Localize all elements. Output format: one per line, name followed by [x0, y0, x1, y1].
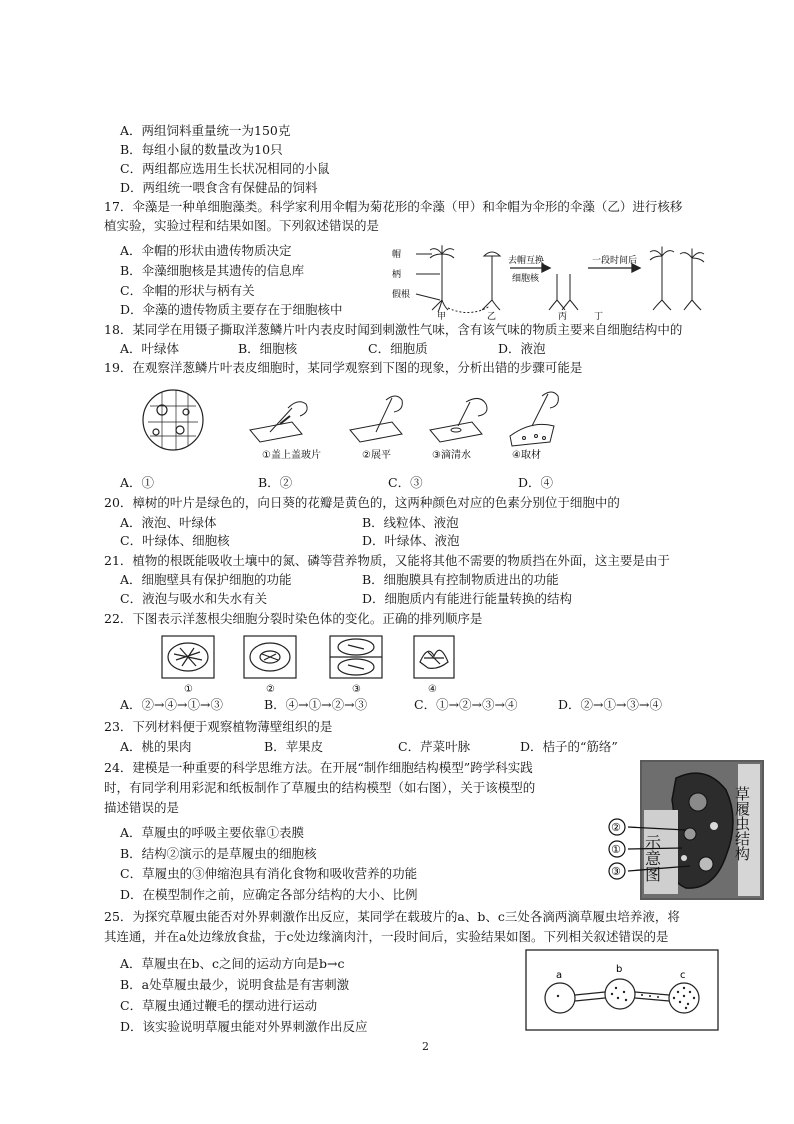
- q25-fig-label-b: b: [616, 964, 623, 975]
- q24-sign-title: 草履虫结构: [733, 786, 751, 861]
- q24-option-a: A．草履虫的呼吸主要依靠①表膜: [120, 825, 305, 840]
- q22-fig-label-4: ④: [428, 684, 437, 695]
- q16-option-a: A．两组饲料重量统一为150克: [120, 123, 291, 138]
- q24-marker-2: ②: [611, 821, 621, 834]
- q25-option-c: C．草履虫通过鞭毛的摆动进行运动: [120, 998, 318, 1013]
- q17-label-stalk: 柄: [392, 270, 402, 280]
- q25-option-b: B．a处草履虫最少，说明食盐是有害刺激: [120, 977, 350, 992]
- q22-fig-label-2: ②: [266, 684, 275, 695]
- q22-fig-label-1: ①: [184, 684, 193, 695]
- q24-marker-3: ③: [611, 865, 621, 878]
- q19-fig-label-1: ①盖上盖玻片: [262, 450, 321, 461]
- q24-figure-paramecium-model: [606, 760, 764, 900]
- q23-stem: 23．下列材料便于观察植物薄壁组织的是: [104, 719, 333, 734]
- q16-option-d: D．两组统一喂食含有保健品的饲料: [120, 180, 318, 195]
- q17-option-d: D．伞藻的遗传物质主要存在于细胞核中: [120, 302, 343, 317]
- q17-stem-line2: 植实验，实验过程和结果如图。下列叙述错误的是: [104, 218, 380, 233]
- q24-stem-line1: 24．建模是一种重要的科学思维方法。在开展“制作细胞结构模型”跨学科实践: [104, 760, 533, 775]
- q17-label-yi: 乙: [487, 312, 497, 320]
- q19-option-d: D．④: [518, 475, 554, 490]
- q20-option-a: A．液泡、叶绿体: [120, 515, 217, 530]
- q24-marker-1: ①: [611, 843, 621, 856]
- q18-option-b: B．细胞核: [238, 341, 298, 356]
- q19-figure-slide-steps: [140, 386, 560, 466]
- q22-option-d: D．②→①→③→④: [558, 697, 662, 712]
- q24-option-b: B．结构②演示的是草履虫的细胞核: [120, 846, 317, 861]
- q21-option-c: C．液泡与吸水和失水有关: [120, 591, 268, 606]
- q19-option-a: A．①: [120, 475, 155, 490]
- q25-stem-line1: 25．为探究草履虫能否对外界刺激作出反应，某同学在载玻片的a、b、c三处各滴两滴草履虫培养液，将: [104, 909, 680, 924]
- q17-arrow-label-top: 去帽互换: [508, 256, 545, 266]
- q16-option-c: C．两组都应选用生长状况相同的小鼠: [120, 161, 330, 176]
- q17-label-bing: 丙: [558, 312, 568, 320]
- q21-stem: 21．植物的根既能吸收土壤中的氮、磷等营养物质，又能将其他不需要的物质挡在外面，这主要是由于: [104, 553, 670, 568]
- q22-fig-label-3: ③: [352, 684, 361, 695]
- q17-arrow2-label: 一段时间后: [592, 256, 638, 266]
- q23-option-d: D．桔子的“筋络”: [520, 739, 618, 754]
- q24-stem-line2: 时，有同学利用彩泥和纸板制作了草履虫的结构模型（如右图），关于该模型的: [104, 780, 536, 795]
- q17-figure-umbrella-algae: [392, 244, 722, 320]
- q22-figure-cell-division: [158, 632, 458, 696]
- q24-stem-line3: 描述错误的是: [104, 800, 180, 815]
- q17-label-ding: 丁: [594, 312, 604, 320]
- q17-stem-line1: 17．伞藻是一种单细胞藻类。科学家利用伞帽为菊花形的伞藻（甲）和伞帽为伞形的伞藻（乙）进行核移: [104, 199, 683, 214]
- q17-label-jia: 甲: [437, 312, 447, 320]
- q21-option-d: D．细胞质内有能进行能量转换的结构: [362, 591, 573, 606]
- q20-option-d: D．叶绿体、液泡: [362, 533, 460, 548]
- q17-label-rhizoid: 假根: [392, 290, 411, 300]
- q24-sign-subtitle: 示意图: [642, 834, 662, 882]
- q20-option-c: C．叶绿体、细胞核: [120, 533, 230, 548]
- q22-option-b: B．④→①→②→③: [264, 697, 368, 712]
- q21-option-a: A．细胞壁具有保护细胞的功能: [120, 572, 292, 587]
- q23-option-a: A．桃的果肉: [120, 739, 192, 754]
- q19-fig-label-3: ③滴清水: [432, 450, 471, 461]
- q17-option-c: C．伞帽的形状与柄有关: [120, 283, 255, 298]
- q25-option-a: A．草履虫在b、c之间的运动方向是b→c: [120, 956, 345, 971]
- page-number: 2: [422, 1040, 429, 1053]
- q25-fig-label-a: a: [556, 970, 563, 981]
- q20-option-b: B．线粒体、液泡: [362, 515, 459, 530]
- q23-option-b: B．苹果皮: [264, 739, 324, 754]
- q19-stem: 19．在观察洋葱鳞片叶表皮细胞时，某同学观察到下图的现象，分析出错的步骤可能是: [104, 360, 583, 375]
- q23-option-c: C．芹菜叶脉: [398, 739, 471, 754]
- q19-option-b: B．②: [258, 475, 293, 490]
- q25-fig-label-c: c: [680, 970, 686, 981]
- q17-option-a: A．伞帽的形状由遗传物质决定: [120, 243, 292, 258]
- q24-option-c: C．草履虫的③伸缩泡具有消化食物和吸收营养的功能: [120, 866, 418, 881]
- q17-label-cap: 帽: [392, 250, 402, 260]
- q16-option-b: B．每组小鼠的数量改为10只: [120, 142, 283, 157]
- q18-option-c: C．细胞质: [368, 341, 428, 356]
- q20-stem: 20．樟树的叶片是绿色的，向日葵的花瓣是黄色的，这两种颜色对应的色素分别位于细胞中的: [104, 495, 620, 510]
- q17-arrow-label-bottom: 细胞核: [512, 274, 540, 284]
- q22-option-c: C．①→②→③→④: [414, 697, 518, 712]
- q25-option-d: D．该实验说明草履虫能对外界刺激作出反应: [120, 1019, 368, 1034]
- q18-option-d: D．液泡: [498, 341, 546, 356]
- q19-fig-label-4: ④取材: [512, 450, 541, 461]
- q18-stem: 18．某同学在用镊子撕取洋葱鳞片叶内表皮时闻到刺激性气味，含有该气味的物质主要来自细胞结构中的: [104, 322, 683, 337]
- q25-figure-slide-drops: [524, 948, 720, 1032]
- q22-option-a: A．②→④→①→③: [120, 697, 223, 712]
- q19-option-c: C．③: [388, 475, 423, 490]
- q25-stem-line2: 其连通，并在a处边缘放食盐，于c处边缘滴肉汁，一段时间后，实验结果如图。下列相关叙述错误的是: [104, 929, 669, 944]
- q18-option-a: A．叶绿体: [120, 341, 180, 356]
- q17-option-b: B．伞藻细胞核是其遗传的信息库: [120, 263, 305, 278]
- q22-stem: 22．下图表示洋葱根尖细胞分裂时染色体的变化。正确的排列顺序是: [104, 611, 483, 626]
- q21-option-b: B．细胞膜具有控制物质进出的功能: [362, 572, 559, 587]
- q19-fig-label-2: ②展平: [362, 450, 391, 461]
- q24-option-d: D．在模型制作之前，应确定各部分结构的大小、比例: [120, 887, 418, 902]
